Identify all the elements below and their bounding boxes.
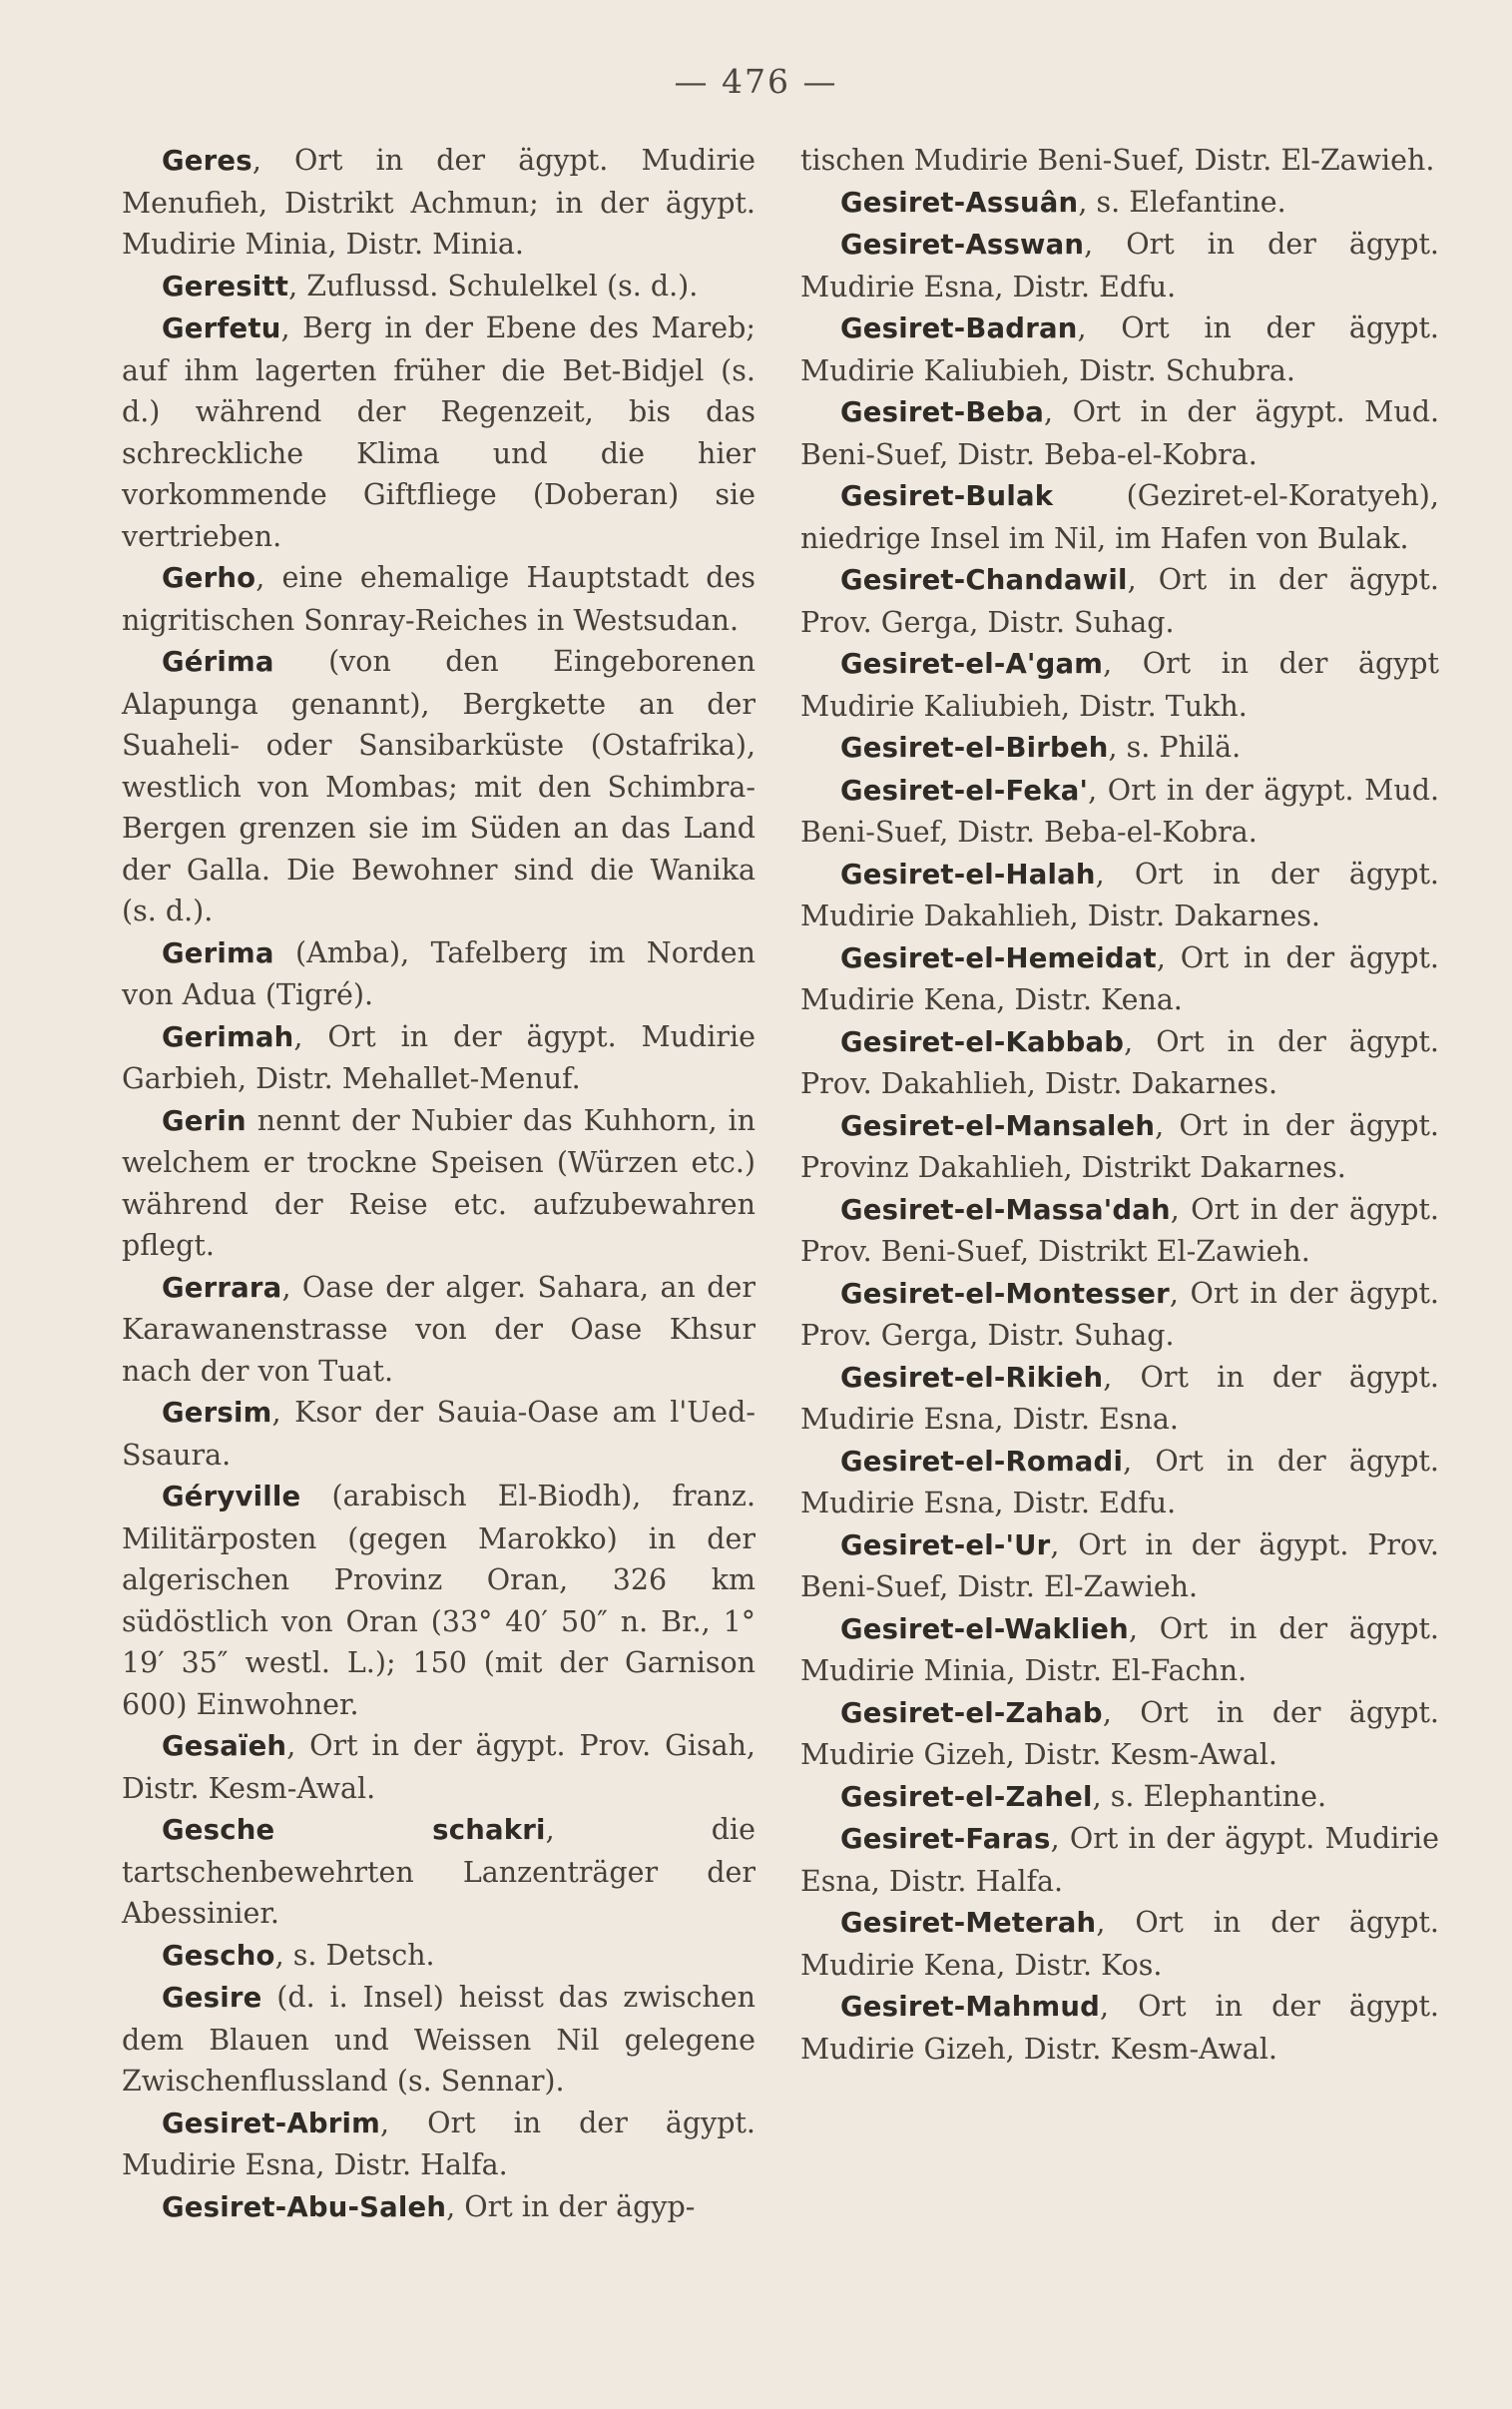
- entry-text: , s. Philä.: [1108, 731, 1242, 764]
- entry-headword: Géryville: [162, 1481, 301, 1512]
- dictionary-entry: [122, 140, 756, 266]
- entry-text: (arabisch El-Biodh), franz. Militärposten (gegen Marokko) in der algerischen Provinz Oran, 326 km südöstlich von Oran (33° 40′ 50″ n. Br., 1° 19′ 35″ westl. L.); 150 (mit der Garnison 600) Einwohner.: [122, 1480, 756, 1721]
- dictionary-entry: [800, 307, 1439, 391]
- entry-headword: Gerin: [162, 1104, 247, 1137]
- entry-text: , Ort in der ägypt. Prov. Gerga, Distr. Suhag.: [800, 1276, 1439, 1352]
- dictionary-entry: [800, 559, 1439, 643]
- entry-headword: Gesiret-Beba: [840, 396, 1045, 428]
- entry-text: , Ort in der ägypt. Mudirie Esna, Distr. Halfa.: [800, 1822, 1439, 1898]
- dictionary-entry: [800, 1357, 1439, 1441]
- entry-text: , Ort in der ägypt. Mud. Beni-Suef, Distr. Beba-el-Kobra.: [800, 773, 1439, 849]
- entry-headword: Gesiret-el-Montesser: [840, 1277, 1170, 1310]
- dictionary-entry: [122, 1016, 756, 1100]
- entry-text: , Ort in der ägypt. Mudirie Gizeh, Distr. Kesm-Awal.: [800, 1695, 1439, 1771]
- dictionary-entry: [800, 1189, 1439, 1273]
- entry-headword: Gesiret-el-A'gam: [840, 648, 1104, 680]
- entry-headword: Gersim: [162, 1397, 272, 1429]
- dictionary-entry: [800, 1021, 1439, 1105]
- entry-headword: Geresitt: [162, 270, 289, 302]
- entry-text: (von den Eingeborenen Alapunga genannt), Bergkette an der Suaheli- oder Sansibarküste (Ostafrika), westlich von Mombas; mit den Schimbra-Bergen grenzen sie im Süden an das Land der Galla. Die Bewohner sind die Wanika (s. d.).: [122, 645, 756, 927]
- entry-headword: Gesiret-el-Zahab: [840, 1696, 1103, 1729]
- entry-headword: Gesiret-Badran: [840, 312, 1078, 344]
- dictionary-entry: [800, 1441, 1439, 1524]
- dictionary-entry: [800, 224, 1439, 307]
- entry-text: , Ort in der ägypt. Mudirie Kena, Distr. Kos.: [800, 1906, 1439, 1982]
- entry-text: , die tartschenbewehrten Lanzenträger der Abessinier.: [122, 1813, 756, 1930]
- entry-headword: Gescho: [162, 1939, 275, 1972]
- entry-text: (Geziret-el-Koratyeh), niedrige Insel im Nil, im Hafen von Bulak.: [800, 479, 1439, 555]
- entry-text: , Ort in der ägyp-: [446, 2189, 696, 2223]
- dictionary-entry: [800, 1692, 1439, 1776]
- dictionary-entry: [800, 770, 1439, 854]
- entry-text: , Ort in der ägypt. Mudirie Kena, Distr. Kena.: [800, 940, 1439, 1016]
- entry-headword: Gesiret-el-Kabbab: [840, 1025, 1125, 1058]
- dictionary-entry: [800, 391, 1439, 475]
- dictionary-entry: [800, 1273, 1439, 1357]
- entry-text: , Ort in der ägypt. Mudirie Esna, Distr. Edfu.: [800, 228, 1439, 303]
- entry-headword: Geres: [162, 145, 252, 177]
- entry-headword: Gesiret-el-Birbeh: [840, 732, 1109, 764]
- entry-headword: Gesiret-el-Halah: [840, 858, 1096, 891]
- dictionary-entry: [800, 1105, 1439, 1189]
- dictionary-entry: [800, 1818, 1439, 1902]
- right-column: [800, 140, 1439, 2070]
- entry-text: , Berg in der Ebene des Mareb; auf ihm lagerten früher die Bet-Bidjel (s. d.) während der Regenzeit, bis das schreckliche Klima und die hier vorkommende Giftfliege (Doberan) sie vertrieben.: [122, 311, 756, 553]
- dictionary-entry: [122, 1935, 756, 1978]
- dictionary-entry: [800, 937, 1439, 1021]
- entry-text: , Ort in der ägypt. Prov. Beni-Suef, Distrikt El-Zawieh.: [800, 1192, 1439, 1268]
- entry-headword: Gerfetu: [162, 312, 281, 344]
- dictionary-entry: [800, 643, 1439, 727]
- entry-headword: Gesiret-Assuân: [840, 186, 1079, 219]
- dictionary-entry: [800, 140, 1439, 182]
- dictionary-entry: [122, 932, 756, 1016]
- entry-text: , Ort in der ägypt. Prov. Dakahlieh, Distr. Dakarnes.: [800, 1024, 1439, 1100]
- entry-headword: Gesiret-Asswan: [840, 229, 1085, 261]
- entry-headword: Gesiret-Abu-Saleh: [162, 2190, 447, 2223]
- dictionary-entry: [122, 1725, 756, 1809]
- dictionary-entry: [800, 727, 1439, 770]
- entry-headword: Gesiret-el-'Ur: [840, 1528, 1051, 1561]
- dictionary-entry: [122, 2186, 756, 2229]
- entry-text: , Ort in der ägypt. Prov. Gisah, Distr. Kesm-Awal.: [122, 1729, 756, 1805]
- entry-text: , Zuflussd. Schulelkel (s. d.).: [288, 269, 699, 302]
- entry-text: , Ort in der ägypt. Mudirie Gizeh, Distr. Kesm-Awal.: [800, 1990, 1439, 2066]
- entry-text: , Ort in der ägypt. Mudirie Garbieh, Distr. Mehallet-Menuf.: [122, 1019, 756, 1095]
- entry-headword: Gerrara: [162, 1271, 282, 1304]
- entry-text: , Ort in der ägypt. Mudirie Minia, Distr. El-Fachn.: [800, 1611, 1439, 1687]
- dictionary-entry: [800, 1986, 1439, 2070]
- dictionary-entry: [122, 1267, 756, 1393]
- entry-text: , Oase der alger. Sahara, an der Karawanenstrasse von der Oase Khsur nach der von Tuat.: [122, 1270, 756, 1388]
- dictionary-entry: [122, 641, 756, 932]
- entry-headword: Gesiret-Meterah: [840, 1907, 1097, 1939]
- entry-headword: Gerimah: [162, 1020, 294, 1053]
- entry-headword: Gesche schakri: [162, 1814, 546, 1846]
- entry-text: nennt der Nubier das Kuhhorn, in welchem er trockne Speisen (Würzen etc.) während der Reise etc. aufzubewahren pflegt.: [122, 1103, 756, 1262]
- dictionary-entry: [800, 182, 1439, 225]
- dictionary-entry: [122, 1476, 756, 1725]
- dictionary-entry: [122, 2103, 756, 2186]
- dictionary-entry: [800, 1776, 1439, 1819]
- dictionary-entry: [122, 1809, 756, 1935]
- entry-headword: Gesiret-el-Romadi: [840, 1445, 1124, 1478]
- entry-text: , eine ehemalige Hauptstadt des nigritischen Sonray-Reiches in Westsudan.: [122, 561, 756, 637]
- entry-headword: Gesiret-el-Feka': [840, 774, 1089, 807]
- entry-headword: Gesiret-el-Massa'dah: [840, 1193, 1171, 1226]
- entry-text: , Ksor der Sauia-Oase am l'Ued-Ssaura.: [122, 1396, 756, 1472]
- dictionary-entry: [800, 854, 1439, 937]
- entry-text: , Ort in der ägypt. Prov. Gerga, Distr. Suhag.: [800, 563, 1439, 639]
- entry-text: , s. Elephantine.: [1092, 1779, 1327, 1813]
- dictionary-entry: [122, 1392, 756, 1476]
- dictionary-entry: [122, 557, 756, 641]
- entry-headword: Gerima: [162, 936, 274, 969]
- entry-headword: Gesiret-Bulak: [840, 480, 1054, 512]
- entry-text: tischen Mudirie Beni-Suef, Distr. El-Zawieh.: [800, 144, 1435, 177]
- dictionary-entry: [122, 266, 756, 308]
- entry-text: , Ort in der ägypt. Mudirie Dakahlieh, Distr. Dakarnes.: [800, 857, 1439, 932]
- entry-text: , Ort in der ägypt. Mud. Beni-Suef, Distr. Beba-el-Kobra.: [800, 395, 1439, 471]
- entry-text: , Ort in der ägypt. Mudirie Esna, Distr. Esna.: [800, 1360, 1439, 1436]
- entry-text: (Amba), Tafelberg im Norden von Adua (Tigré).: [122, 935, 756, 1011]
- dictionary-entry: [122, 307, 756, 557]
- entry-text: , Ort in der ägypt. Provinz Dakahlieh, Distrikt Dakarnes.: [800, 1108, 1439, 1184]
- dictionary-entry: [800, 1524, 1439, 1608]
- entry-text: , Ort in der ägypt. Mudirie Esna, Distr. Edfu.: [800, 1444, 1439, 1519]
- entry-text: , Ort in der ägypt. Prov. Beni-Suef, Distr. El-Zawieh.: [800, 1527, 1439, 1603]
- entry-headword: Gerho: [162, 562, 256, 594]
- page-number: — 476 —: [674, 62, 838, 101]
- entry-headword: Gesire: [162, 1982, 262, 2014]
- dictionary-entry: [122, 1977, 756, 2103]
- entry-text: , Ort in der ägypt Mudirie Kaliubieh, Distr. Tukh.: [800, 647, 1439, 723]
- entry-text: (d. i. Insel) heisst das zwischen dem Blauen und Weissen Nil gelegene Zwischenflussland (s. Sennar).: [122, 1981, 756, 2098]
- entry-headword: Gesiret-el-Rikieh: [840, 1361, 1104, 1394]
- entry-text: , Ort in der ägypt. Mudirie Esna, Distr. Halfa.: [122, 2106, 756, 2181]
- entry-headword: Gesiret-Chandawil: [840, 564, 1128, 596]
- entry-headword: Gesiret-el-Waklieh: [840, 1612, 1129, 1645]
- dictionary-entry: [800, 1608, 1439, 1692]
- dictionary-entry: [800, 1902, 1439, 1986]
- entry-headword: Gesiret-el-Mansaleh: [840, 1109, 1156, 1142]
- dictionary-entry: [800, 475, 1439, 559]
- entry-text: , s. Elefantine.: [1078, 185, 1286, 219]
- entry-headword: Gesiret-Mahmud: [840, 1991, 1101, 2023]
- entry-headword: Gesiret-el-Hemeidat: [840, 941, 1157, 974]
- entry-text: , Ort in der ägypt. Mudirie Kaliubieh, Distr. Schubra.: [800, 311, 1439, 387]
- left-column: [122, 140, 756, 2228]
- entry-headword: Gesaïeh: [162, 1730, 287, 1762]
- entry-headword: Gesiret-Faras: [840, 1823, 1051, 1855]
- entry-headword: Gérima: [162, 646, 274, 678]
- dictionary-entry: [122, 1100, 756, 1267]
- entry-text: , Ort in der ägypt. Mudirie Menufieh, Distrikt Achmun; in der ägypt. Mudirie Minia, Distr. Minia.: [122, 144, 756, 261]
- entry-headword: Gesiret-el-Zahel: [840, 1780, 1093, 1813]
- entry-text: , s. Detsch.: [274, 1938, 435, 1972]
- entry-headword: Gesiret-Abrim: [162, 2107, 381, 2139]
